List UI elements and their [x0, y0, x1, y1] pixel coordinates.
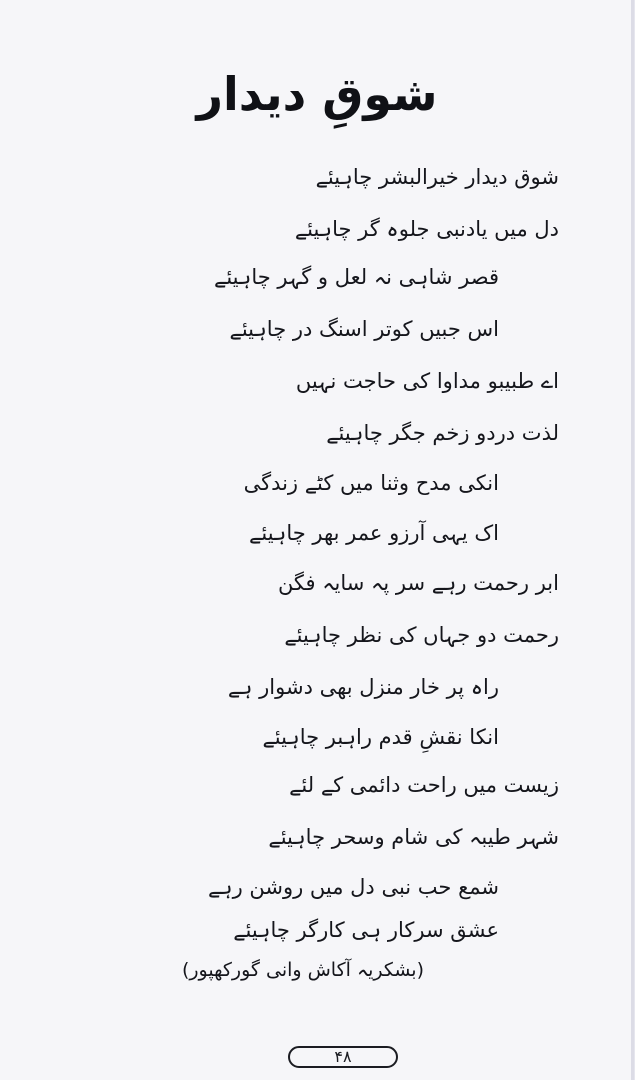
verse-line-9: ابر رحمت رہے سر پہ سایہ فگن [277, 571, 559, 595]
verse-line-5: اے طبیبو مداوا کی حاجت نہیں [295, 369, 559, 393]
verse-line-4: اس جبیں کوتر اسنگ در چاہیئے [229, 317, 499, 341]
page-number-badge: ۴۸ [288, 1046, 398, 1068]
verse-line-8: اک یہی آرزو عمر بھر چاہیئے [249, 521, 499, 545]
verse-line-13: زیست میں راحت دائمی کے لئے [289, 773, 559, 797]
poem-title: شوقِ دیدار [196, 67, 438, 121]
verse-line-12: انکا نقشِ قدم راہبر چاہیئے [262, 725, 499, 749]
verse-line-14: شہر طیبہ کی شام وسحر چاہیئے [268, 825, 559, 849]
verse-line-10: رحمت دو جہاں کی نظر چاہیئے [284, 623, 559, 647]
verse-line-3: قصر شاہی نہ لعل و گہر چاہیئے [214, 265, 499, 289]
verse-line-1: شوق دیدار خیرالبشر چاہیئے [315, 165, 559, 189]
verse-line-2: دل میں یادنبی جلوہ گر چاہیئے [294, 217, 559, 241]
verse-line-7: انکی مدح وثنا میں کٹے زندگی [243, 471, 499, 495]
credit-line: (بشکریہ آکاش وانی گورکھپور) [181, 959, 424, 981]
verse-line-6: لذت دردو زخم جگر چاہیئے [326, 421, 559, 445]
verse-line-11: راہ پر خار منزل بھی دشوار ہے [227, 675, 499, 699]
verse-line-16: عشق سرکار ہی کارگر چاہیئے [233, 918, 499, 942]
verse-line-15: شمع حب نبی دل میں روشن رہے [207, 875, 499, 899]
